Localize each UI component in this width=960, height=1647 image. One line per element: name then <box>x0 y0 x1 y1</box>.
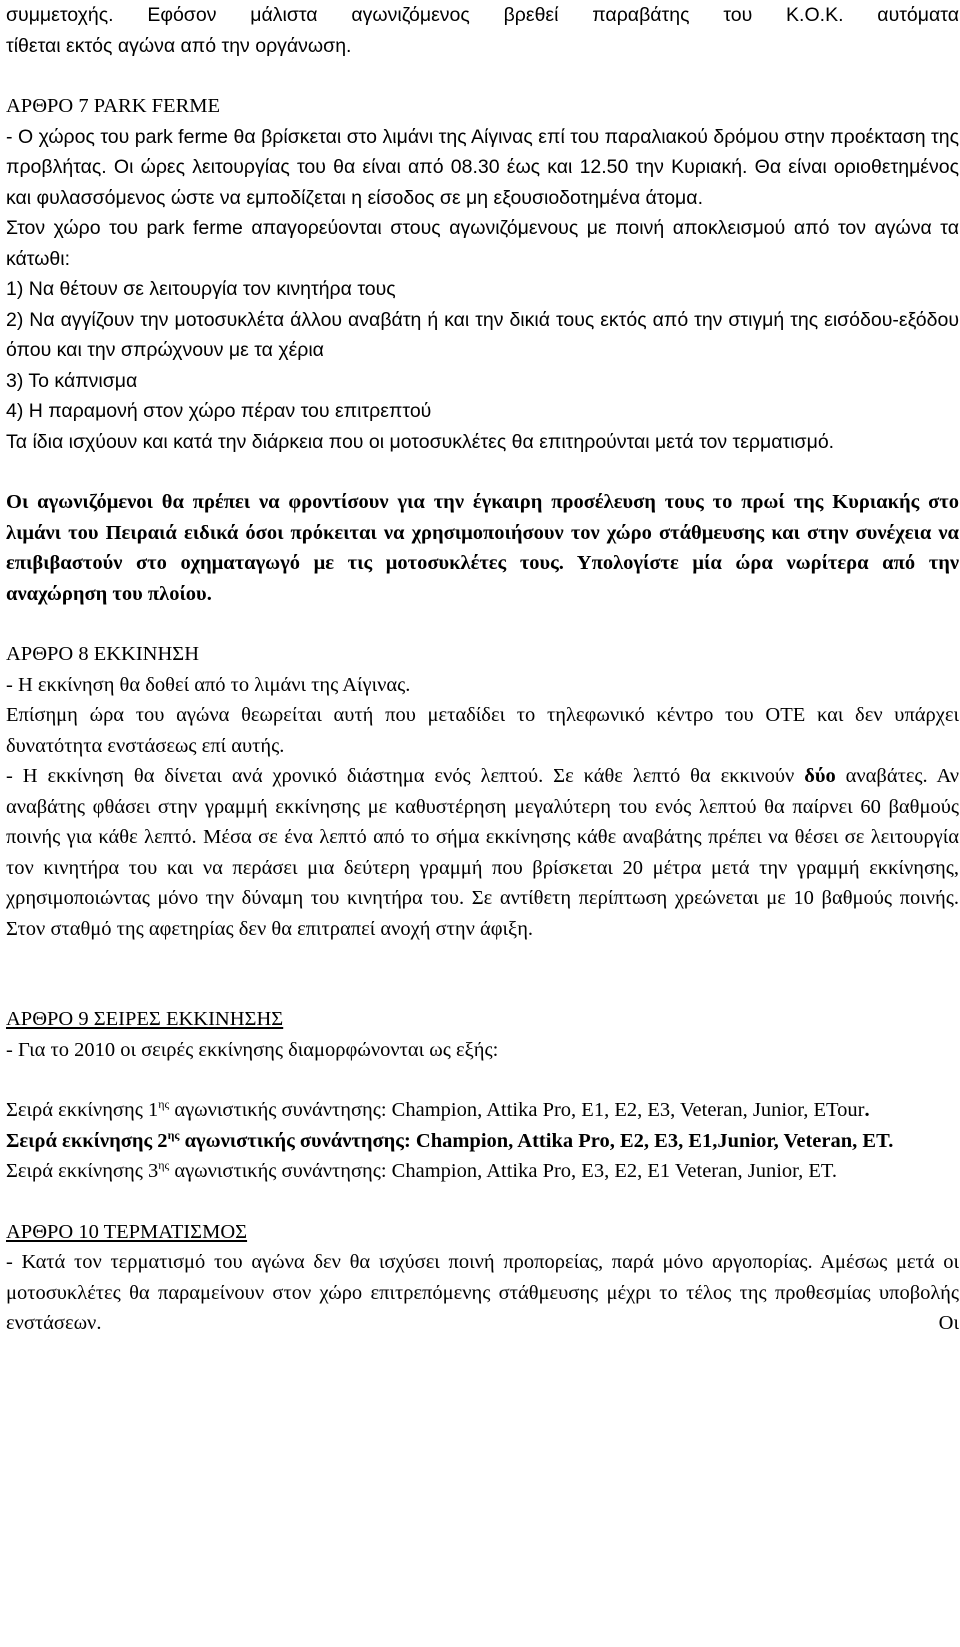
article-7-paragraph-1-part-a: - Ο χώρος του park ferme θα βρίσκεται στο λιμάνι της Αίγινας επί του παραλιακού δρόμου στην προέκταση της προβλήτας. Οι ώρες λειτουργίας του θα είναι από 08.30 έως και 12.50 <box>6 125 959 178</box>
article-8-paragraph-3-part-c: αναβάτες. Αν αναβάτης φθάσει στην γραμμή εκκίνησης με καθυστέρηση μεγαλύτερη του ενός λεπτού θα παίρνει 60 βαθμούς ποινής για κάθε λεπτό. Μέσα σε ένα λεπτό από το σήμα εκκίνησης κάθε αναβάτης πρέπει να θέσει σε λειτουργία τον κινητήρα του και να περάσει μια δεύτερη γραμμή που βρίσκεται 20 μέτρα μετά την γραμμή εκκίνησης, χρησιμοποιώντας μόνο την δύναμη του κινητήρα του. Σε αντίθετη περίπτωση χρεώνεται με 10 βαθμούς ποινής. Στον σταθμό της αφετηρίας δεν θα επιτραπεί ανοχή στην άφιξη. <box>6 765 959 940</box>
article-9-intro: - Για το 2010 οι σειρές εκκίνησης διαμορφώνονται ως εξής: <box>6 1038 499 1061</box>
intro-line-1: συμμετοχής. Εφόσον μάλιστα αγωνιζόμενος βρεθεί παραβάτης του Κ.Ο.Κ. αυτόματα <box>6 4 959 26</box>
start-order-row-1-end: . <box>864 1099 870 1121</box>
article-8-two-riders-emphasis: δύο <box>804 765 836 787</box>
article-8-paragraph-2: Επίσημη ώρα του αγώνα θεωρείται αυτή που μεταδίδει το τηλεφωνικό κέντρο του ΟΤΕ και δεν υπάρχει δυνατότητα ενστάσεως επί αυτής. <box>6 704 959 757</box>
start-order-row-3-pre: Σειρά εκκίνησης 3 <box>6 1160 159 1182</box>
article-7-paragraph-3: Τα ίδια ισχύουν και κατά την διάρκεια που οι μοτοσυκλέτες θα επιτηρούνται μετά τον τερματισμό. <box>6 430 835 453</box>
intro-line-2: τίθεται εκτός αγώνα από την οργάνωση. <box>6 34 352 57</box>
article-8-paragraph-3-part-a: - Η εκκίνηση θα δίνεται ανά χρονικό διάστημα ενός λεπτού. Σε κάθε λεπτό θα εκκινούν <box>6 765 805 787</box>
article-8-heading: ΑΡΘΡΟ 8 ΕΚΚΙΝΗΣΗ <box>6 643 200 665</box>
start-order-row-1-sup: ης <box>158 1097 170 1111</box>
start-order-row-2 <box>6 1126 959 1157</box>
start-order-row-2-sup: ης <box>167 1127 180 1142</box>
article-10-heading: ΑΡΘΡΟ 10 ΤΕΡΜΑΤΙΣΜΟΣ <box>6 1220 248 1243</box>
article-7-paragraph-1-part-b: την Κυριακή. Θα είναι οριοθετημένος και φυλασσόμενος ώστε να εμποδίζεται η είσοδος σε μη εξουσιοδοτημένα άτομα. <box>6 156 959 209</box>
start-order-row-2-post: αγωνιστικής συνάντησης: Champion, Attika Pro, E2, E3, E1,Junior, Veteran, ET. <box>179 1129 894 1152</box>
article-7-heading: ΑΡΘΡΟ 7 PARK FERME <box>6 95 220 117</box>
article-7-paragraph-1 <box>6 122 959 214</box>
article-7-list-item-2: 2) Να αγγίζουν την μοτοσυκλέτα άλλου αναβάτη ή και την δικιά τους εκτός από την στιγμή της εισόδου-εξόδου όπου και την σπρώχνουν με τα χέρια <box>6 308 959 361</box>
article-7-list-item-4: 4) Η παραμονή στον χώρο πέραν του επιτρεπτού <box>6 400 432 422</box>
article-8-paragraph-1: - Η εκκίνηση θα δοθεί από το λιμάνι της Αίγινας. <box>6 673 411 696</box>
article-7-list-item-1: 1) Να θέτουν σε λειτουργία τον κινητήρα τους <box>6 278 396 300</box>
article-9-heading: ΑΡΘΡΟ 9 ΣΕΙΡΕΣ ΕΚΚΙΝΗΣΗΣ <box>6 1008 284 1030</box>
document-page <box>6 0 959 1339</box>
start-order-row-1-post: αγωνιστικής συνάντησης: Champion, Attika Pro, E1, E2, E3, Veteran, Junior, ETour <box>169 1099 865 1121</box>
article-7-paragraph-2: Στον χώρο του park ferme απαγορεύονται στους αγωνιζόμενους με ποινή αποκλεισμού από τον αγώνα τα κάτωθι: <box>6 217 959 270</box>
article-10-paragraph-1: - Κατά τον τερματισμό του αγώνα δεν θα ισχύσει ποινή προπορείας, παρά μόνο αργοπορίας. Αμέσως μετά οι μοτοσυκλέτες θα παραμείνουν στον χώρο επιτρεπόμενης στάθμευσης μέχρι το τέλος της προθεσμίας υποβολής ενστάσεων. Οι <box>6 1251 959 1334</box>
article-7-notice: Οι αγωνιζόμενοι θα πρέπει να φροντίσουν για την έγκαιρη προσέλευση τους το πρωί της Κυριακής στο λιμάνι του Πειραιά ειδικά όσοι πρόκειται να χρησιμοποιήσουν τον χώρο στάθμευσης και στην συνέχεια να επιβιβαστούν στο οχηματαγωγό με τις μοτοσυκλέτες τους. Υπολογίστε μία ώρα νωρίτερα από την αναχώρηση του πλοίου. <box>6 491 959 605</box>
start-order-row-2-pre: Σειρά εκκίνησης 2 <box>6 1129 168 1152</box>
start-order-row-3-post: αγωνιστικής συνάντησης: Champion, Attika Pro, E3, E2, E1 Veteran, Junior, ET. <box>169 1160 838 1182</box>
start-order-row-1-pre: Σειρά εκκίνησης 1 <box>6 1099 159 1121</box>
article-8-paragraph-3 <box>6 761 959 944</box>
start-order-row-1 <box>6 1095 959 1126</box>
start-order-row-3 <box>6 1156 959 1187</box>
start-order-row-3-sup: ης <box>158 1158 170 1172</box>
article-7-list-item-3: 3) Το κάπνισμα <box>6 369 138 392</box>
